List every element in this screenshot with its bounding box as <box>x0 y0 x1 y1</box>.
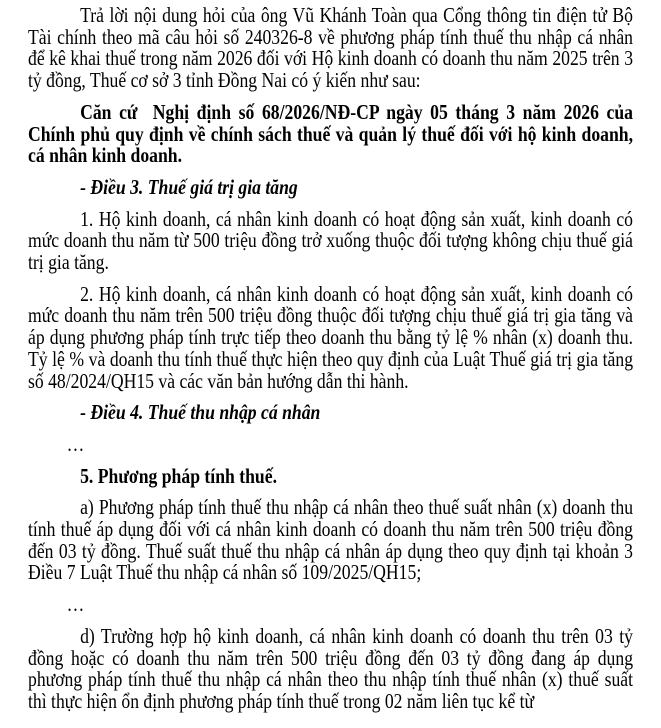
paragraph-6-ellipsis: … <box>66 431 85 456</box>
paragraph-0: Trả lời nội dung hỏi của ông Vũ Khánh Toàn qua Cổng thông tin điện tử Bộ Tài chính theo mã câu hỏi số 240326-8 về phương pháp tính thuế thu nhập cá nhân để kê khai thuế trong năm 2026 đối với Hộ kinh doanh có doanh thu năm 2025 trên 3 tỷ đồng, Thuế cơ sở 3 tỉnh Đồng Nai có ý kiến như sau: <box>28 3 634 93</box>
paragraph-5-bold-italic: - Điều 4. Thuế thu nhập cá nhân <box>80 400 321 425</box>
paragraph-10: d) Trường hợp hộ kinh doanh, cá nhân kinh doanh có doanh thu trên 03 tỷ đồng hoặc có doanh thu năm trên 500 triệu đồng đến 03 tỷ đồng đang áp dụng phương pháp tính thuế thu nhập cá nhân theo thu nhập tính thuế nhân (x) thuế suất thì thực hiện ổn định phương pháp tính thuế trong 02 năm liên tục kể từ <box>28 623 634 713</box>
paragraph-2-bold-italic: - Điều 3. Thuế giá trị gia tăng <box>80 174 298 199</box>
paragraph-7-bold: 5. Phương pháp tính thuế. <box>80 463 277 488</box>
paragraph-3: 1. Hộ kinh doanh, cá nhân kinh doanh có hoạt động sản xuất, kinh doanh có mức doanh thu năm từ 500 triệu đồng trở xuống thuộc đối tượng không chịu thuế giá trị gia tăng. <box>28 206 634 275</box>
paragraph-4: 2. Hộ kinh doanh, cá nhân kinh doanh có hoạt động sản xuất, kinh doanh có mức doanh thu năm trên 500 triệu đồng thuộc đối tượng chịu thuế giá trị gia tăng và áp dụng phương pháp tính trực tiếp theo doanh thu bằng tỷ lệ % nhân (x) doanh thu. Tỷ lệ % và doanh thu tính thuế thực hiện theo quy định của Luật Thuế giá trị gia tăng số 48/2024/QH15 và các văn bản hướng dẫn thi hành. <box>28 281 634 393</box>
paragraph-9-ellipsis: … <box>66 592 85 617</box>
paragraph-1-bold: Căn cứ Nghị định số 68/2026/NĐ-CP ngày 05 tháng 3 năm 2026 của Chính phủ quy định về chính sách thuế và quản lý thuế đối với hộ kinh doanh, cá nhân kinh doanh. <box>28 99 634 168</box>
paragraph-8: a) Phương pháp tính thuế thu nhập cá nhân theo thuế suất nhân (x) doanh thu tính thuế áp dụng đối với cá nhân kinh doanh có doanh thu năm trên 500 triệu đồng đến 03 tỷ đồng. Thuế suất thuế thu nhập cá nhân áp dụng theo quy định tại khoản 3 Điều 7 Luật Thuế thu nhập cá nhân số 109/2025/QH15; <box>28 495 634 585</box>
document-body <box>28 5 633 713</box>
